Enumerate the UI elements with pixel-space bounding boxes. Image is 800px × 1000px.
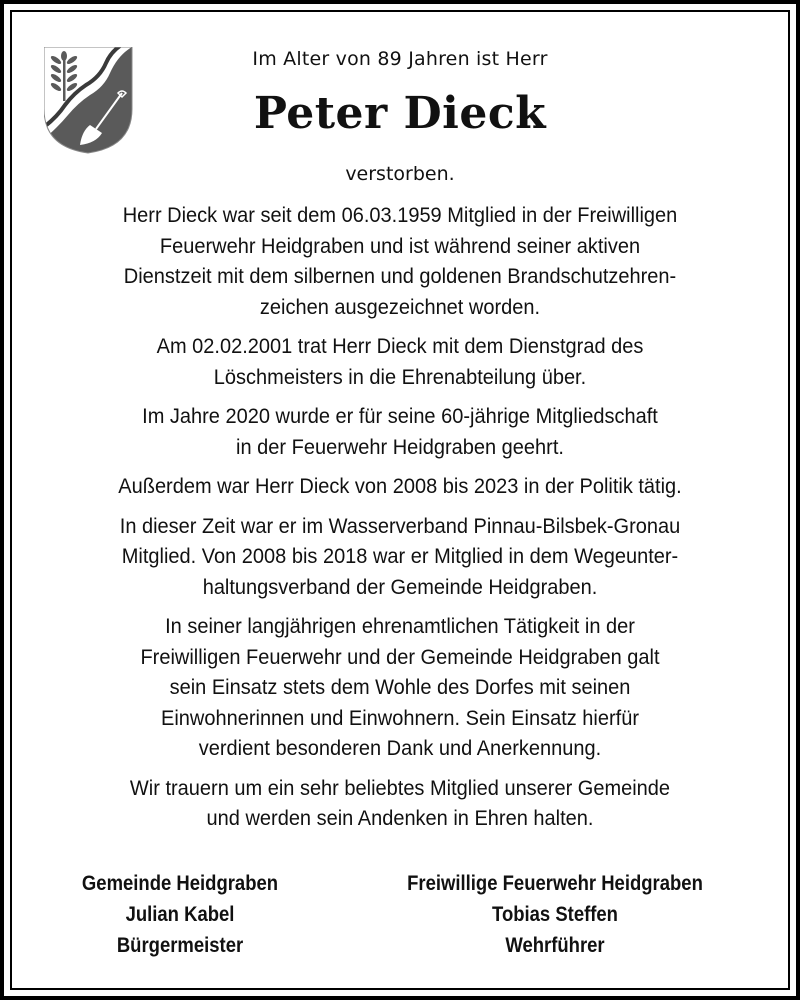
text-line: verdient besonderen Dank und Anerkennung. <box>198 736 602 760</box>
deceased-name: Peter Dieck <box>253 88 547 139</box>
died-text: verstorben. <box>345 163 455 185</box>
text-line: In seiner langjährigen ehrenamtlichen Tätigkeit in der <box>165 614 635 638</box>
paragraph-mourning <box>47 773 754 834</box>
text-line: Außerdem war Herr Dieck von 2008 bis 2023 in der Politik tätig. <box>118 474 682 498</box>
text-line: zeichen ausgezeichnet worden. <box>259 294 541 319</box>
text-line: haltungsverband der Gemeinde Heidgraben. <box>202 574 598 599</box>
signature-municipality <box>48 868 312 961</box>
text-line: und werden sein Andenken in Ehren halten. <box>206 806 594 830</box>
signature-role: Bürgermeister <box>116 934 244 957</box>
text-line: Herr Dieck war seit dem 06.03.1959 Mitglied in der Freiwilligen <box>122 203 678 227</box>
text-line: Einwohnerinnen und Einwohnern. Sein Einsatz hierfür <box>161 705 639 730</box>
paragraph-gratitude <box>47 611 754 764</box>
intro-text: Im Alter von 89 Jahren ist Herr <box>252 48 548 70</box>
text-line: in der Feuerwehr Heidgraben geehrt. <box>236 434 564 459</box>
paragraph-honorary <box>47 331 754 392</box>
signature-org: Freiwillige Feuerwehr Heidgraben <box>407 872 703 895</box>
text-line: Mitglied. Von 2008 bis 2018 war er Mitglied in dem Wegeunter- <box>121 544 679 568</box>
paragraph-politics <box>47 471 754 502</box>
text-line: Löschmeisters in die Ehrenabteilung über. <box>213 364 587 389</box>
paragraph-associations <box>47 511 754 603</box>
paragraph-membership <box>47 200 754 322</box>
signature-fire-department <box>357 868 753 961</box>
text-line: Feuerwehr Heidgraben und ist während seiner aktiven <box>159 233 641 258</box>
paragraph-honored <box>47 401 754 462</box>
text-line: Im Jahre 2020 wurde er für seine 60-jährige Mitgliedschaft <box>142 404 658 428</box>
notice-body <box>47 200 754 843</box>
signature-person: Julian Kabel <box>125 903 235 926</box>
signature-person: Tobias Steffen <box>492 903 618 926</box>
text-line: Freiwilligen Feuerwehr und der Gemeinde Heidgraben galt <box>140 644 660 669</box>
text-line: sein Einsatz stets dem Wohle des Dorfes mit seinen <box>169 675 631 699</box>
text-line: Dienstzeit mit dem silbernen und goldenen Brandschutzehren- <box>123 264 677 288</box>
signature-role: Wehrführer <box>505 934 605 957</box>
text-line: In dieser Zeit war er im Wasserverband Pinnau-Bilsbek-Gronau <box>119 513 681 538</box>
text-line: Am 02.02.2001 trat Herr Dieck mit dem Dienstgrad des <box>156 334 644 358</box>
text-line: Wir trauern um ein sehr beliebtes Mitglied unserer Gemeinde <box>129 775 671 800</box>
signature-org: Gemeinde Heidgraben <box>81 872 279 895</box>
